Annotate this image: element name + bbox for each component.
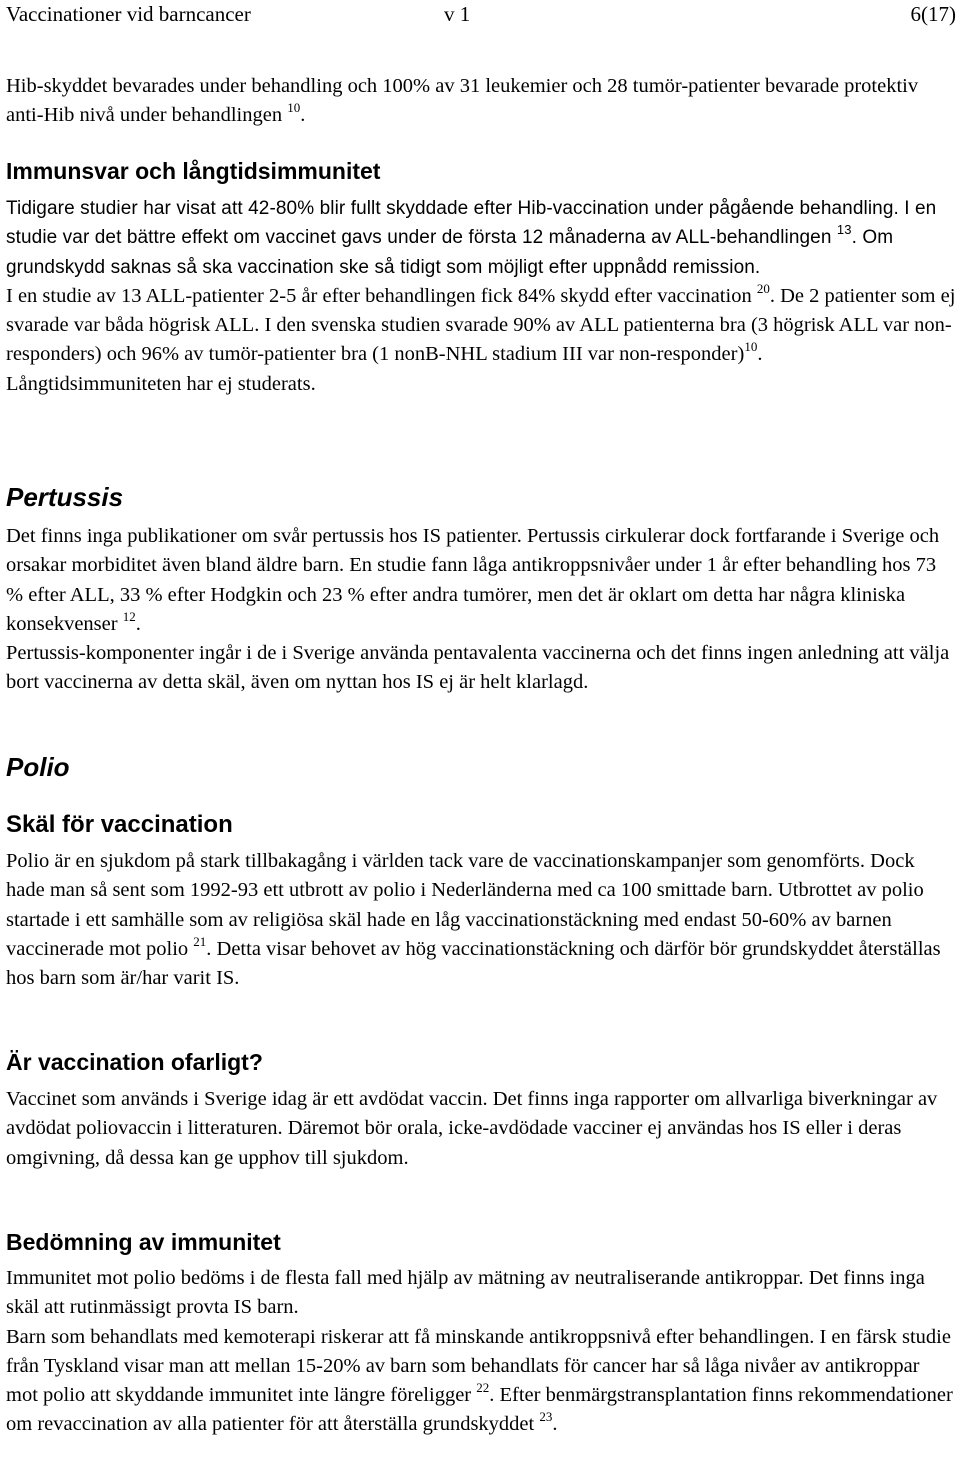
immunity-section (6, 1264, 956, 1440)
document-version: v 1 (444, 2, 471, 26)
immunity-heading: Bedömning av immunitet (6, 1229, 281, 1255)
safety-section (6, 1085, 956, 1173)
reference-marker: 13 (836, 222, 852, 238)
immunsvar-paragraph-1: Tidigare studier har visat att 42-80% blir fullt skyddade efter Hib-vaccination under pågående behandling. I en studie var det bättre effekt om vaccinet gavs under de första 12 månaderna av ALL-behandlingen $^{13}$. Om grundskydd saknas så ska vaccination ske så tidigt som möjligt efter uppnådd remission. (6, 198, 937, 278)
reference-marker: 20 (756, 280, 770, 296)
reason-heading: Skäl för vaccination (6, 811, 233, 838)
reference-marker: 21 (193, 933, 207, 949)
reason-paragraph: Polio är en sjukdom på stark tillbakagång i världen tack vare de vaccinationskampanjer som genomförts. Dock hade man så sent som 1992-93 ett utbrott av polio i Nederländerna med ca 100 smittade barn. Utbrottet av polio startade i ett samhälle som av religiösa skäl hade en låg vaccinationstäckning med endast 50-60% av barnen vaccinerade mot polio $^{21}$. Detta visar behovet av hög vaccinationstäckning och därför bör grundskyddet återställas hos barn som är/har varit IS. (6, 850, 941, 990)
reason-section (6, 847, 956, 993)
immunsvar-section (6, 194, 956, 399)
immunsvar-paragraph-3: Långtidsimmuniteten har ej studerats. (6, 372, 316, 395)
immunity-paragraph-1: Immunitet mot polio bedöms i de flesta fall med hjälp av mätning av neutraliserande antikroppar. Det finns inga skäl att rutinmässigt provta IS barn. (6, 1267, 925, 1319)
immunity-paragraph-2: Barn som behandlats med kemoterapi riskerar att få minskande antikroppsnivå efter behandlingen. I en färsk studie från Tyskland visar man att mellan 15-20% av barn som behandlats för cancer har så låga nivåer av antikroppar mot polio att skyddande immunitet inte längre föreligger $^{22}$. Efter benmärgstransplantation finns rekommendationer om revaccination av alla patienter för att återställa grundskyddet $^{23}$. (6, 1325, 953, 1436)
hib-intro-paragraph: Hib-skyddet bevarades under behandling och 100% av 31 leukemier och 28 tumör-patienter bevarade protektiv anti-Hib nivå under behandlingen $^{10}$. (6, 75, 919, 127)
reference-marker: 22 (476, 1380, 490, 1396)
document-page (6, 0, 956, 1436)
polio-heading: Polio (6, 752, 70, 782)
pertussis-paragraph-1: Det finns inga publikationer om svår pertussis hos IS patienter. Pertussis cirkulerar dock fortfarande i Sverige och orsakar morbiditet även bland äldre barn. En studie fann låga antikroppsnivåer under 1 år efter behandling hos 73 % efter ALL, 33 % efter Hodgkin och 23 % efter andra tumörer, men det är oklart om detta har några kliniska konsekvenser $^{12}$. (6, 525, 940, 635)
safety-heading: Är vaccination ofarligt? (6, 1049, 263, 1075)
pertussis-paragraph-2: Pertussis-komponenter ingår i de i Sverige använda pentavalenta vaccinerna och det finns ingen anledning att välja bort vaccinerna av detta skäl, även om nyttan hos IS ej är helt klarlagd. (6, 642, 950, 694)
page-number: 6(17) (910, 2, 956, 26)
pertussis-heading: Pertussis (6, 482, 124, 512)
reference-marker: 12 (122, 608, 136, 624)
document-title: Vaccinationer vid barncancer (6, 2, 251, 26)
pertussis-section (6, 522, 956, 698)
page-header (6, 0, 956, 33)
reference-marker: 10 (287, 100, 301, 116)
safety-paragraph: Vaccinet som används i Sverige idag är ett avdödat vaccin. Det finns inga rapporter om allvarliga biverkningar av avdödat poliovaccin i litteraturen. Däremot bör orala, icke-avdödade vacciner ej användas hos IS eller i deras omgivning, då dessa kan ge upphov till sjukdom. (6, 1088, 938, 1169)
reference-marker: 10 (744, 339, 758, 355)
immunsvar-paragraph-2: I en studie av 13 ALL-patienter 2-5 år efter behandlingen fick 84% skydd efter vaccination $^{20}$. De 2 patienter som ej svarade var båda högrisk ALL. I den svenska studien svarade 90% av ALL patienterna bra (3 högrisk ALL var non-responders) och 96% av tumör-patienter bra (1 nonB-NHL stadium III var non-responder)$^{10}$. (6, 280, 956, 366)
reference-marker: 23 (539, 1409, 553, 1425)
immunsvar-heading: Immunsvar och långtidsimmunitet (6, 158, 381, 184)
